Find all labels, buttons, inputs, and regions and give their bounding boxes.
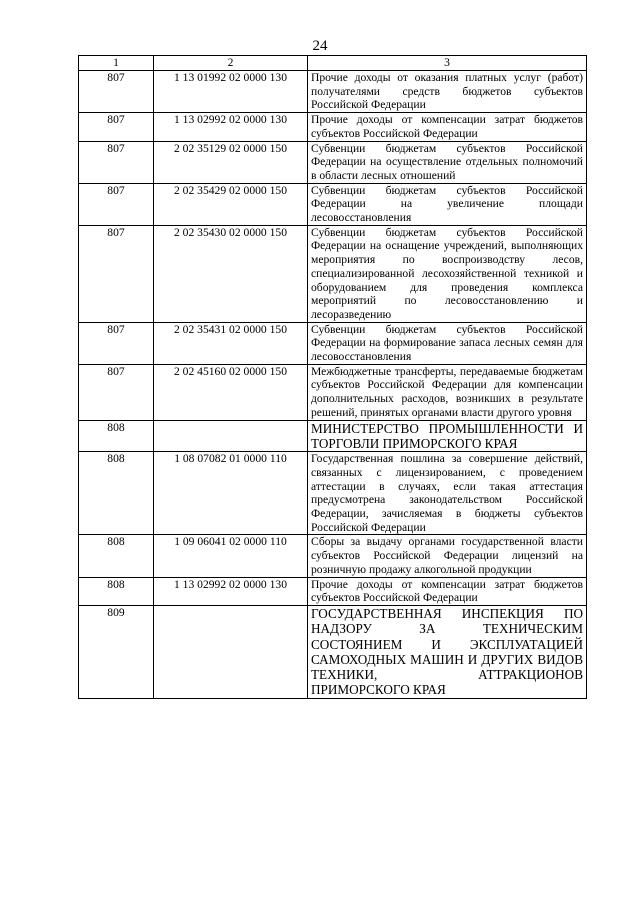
budget-classification-code-cell: 2 02 35430 02 0000 150 [154,225,308,322]
budget-classification-code-cell: 1 13 02992 02 0000 130 [154,577,308,605]
table-row [79,183,587,225]
admin-code-cell: 808 [79,535,154,577]
administrator-name-cell [308,420,587,452]
row-description-text: Межбюджетные трансферты, передаваемые бюджетам субъектов Российской Федерации для компенсации дополнительных расходов, возникших в результате решений, принятых органами власти другого уровня [311,364,583,419]
admin-code-cell: 807 [79,364,154,420]
table-row [79,577,587,605]
header-col-3: 3 [308,56,587,71]
row-description-text: Прочие доходы от компенсации затрат бюджетов субъектов Российской Федерации [311,113,583,140]
budget-classification-code-cell: 1 09 06041 02 0000 110 [154,535,308,577]
row-description-text: Прочие доходы от компенсации затрат бюджетов субъектов Российской Федерации [311,577,583,605]
budget-code-table [78,55,587,699]
revenue-name-cell [308,225,587,322]
revenue-name-cell [308,577,587,605]
row-description-text: Государственная пошлина за совершение действий, связанных с лицензированием, с проведением аттестации в случаях, если такая аттестация предусмотрена законодательством Российской Федерации, зачисляемая в бюджеты субъектов Российской Федерации [311,452,583,534]
page-number: 24 [312,38,328,54]
admin-code-cell: 809 [79,605,154,698]
revenue-name-cell [308,141,587,183]
admin-code-cell: 808 [79,420,154,452]
table-row [79,420,587,452]
table-row [79,141,587,183]
revenue-name-cell [308,322,587,364]
table-row [79,71,587,113]
budget-classification-code-cell: 1 13 02992 02 0000 130 [154,113,308,141]
revenue-name-cell [308,183,587,225]
admin-code-cell: 807 [79,71,154,113]
admin-code-cell: 807 [79,113,154,141]
table-row [79,225,587,322]
admin-code-cell: 807 [79,141,154,183]
budget-classification-code-cell: 2 02 35429 02 0000 150 [154,183,308,225]
revenue-name-cell [308,364,587,420]
table-row [79,452,587,535]
budget-classification-code-cell [154,605,308,698]
budget-classification-code-cell: 2 02 45160 02 0000 150 [154,364,308,420]
table-row [79,535,587,577]
header-col-1: 1 [79,56,154,71]
admin-code-cell: 807 [79,322,154,364]
row-description-text: Субвенции бюджетам субъектов Российской Федерации на формирование запаса лесных семян для лесовосстановления [311,322,583,364]
row-description-text: МИНИСТЕРСТВО ПРОМЫШЛЕННОСТИ И ТОРГОВЛИ ПРИМОРСКОГО КРАЯ [311,420,583,451]
admin-code-cell: 808 [79,577,154,605]
table-row [79,113,587,141]
table-row [79,605,587,698]
admin-code-cell: 807 [79,225,154,322]
table-header-row [79,56,587,71]
budget-classification-code-cell [154,420,308,452]
budget-classification-code-cell: 2 02 35431 02 0000 150 [154,322,308,364]
row-description-text: Субвенции бюджетам субъектов Российской Федерации на осуществление отдельных полномочий в области лесных отношений [311,141,583,182]
header-col-2: 2 [154,56,308,71]
row-description-text: Сборы за выдачу органами государственной власти субъектов Российской Федерации лицензий на розничную продажу алкогольной продукции [311,535,583,576]
revenue-name-cell [308,113,587,141]
row-description-text: Субвенции бюджетам субъектов Российской Федерации на увеличение площади лесовосстановления [311,183,583,225]
admin-code-cell: 808 [79,452,154,535]
row-description-text: Прочие доходы от оказания платных услуг (работ) получателями средств бюджетов субъектов Российской Федерации [311,71,583,112]
table-row [79,322,587,364]
revenue-name-cell [308,535,587,577]
budget-classification-code-cell: 1 08 07082 01 0000 110 [154,452,308,535]
budget-classification-code-cell: 1 13 01992 02 0000 130 [154,71,308,113]
budget-classification-code-cell: 2 02 35129 02 0000 150 [154,141,308,183]
revenue-name-cell [308,452,587,535]
row-description-text: Субвенции бюджетам субъектов Российской Федерации на оснащение учреждений, выполняющих мероприятия по воспроизводству лесов, специализированной лесохозяйственной техникой и оборудованием для проведения комплекса мероприятий по лесовосстановлению и лесоразведению [311,225,583,321]
admin-code-cell: 807 [79,183,154,225]
administrator-name-cell [308,605,587,698]
table-row [79,364,587,420]
row-description-text: ГОСУДАРСТВЕННАЯ ИНСПЕКЦИЯ ПО НАДЗОРУ ЗА ТЕХНИЧЕСКИМ СОСТОЯНИЕМ И ЭКСПЛУАТАЦИЕЙ САМОХОДНЫХ МАШИН И ДРУГИХ ВИДОВ ТЕХНИКИ, АТТРАКЦИОНОВ ПРИМОРСКОГО КРАЯ [311,605,583,698]
revenue-name-cell [308,71,587,113]
